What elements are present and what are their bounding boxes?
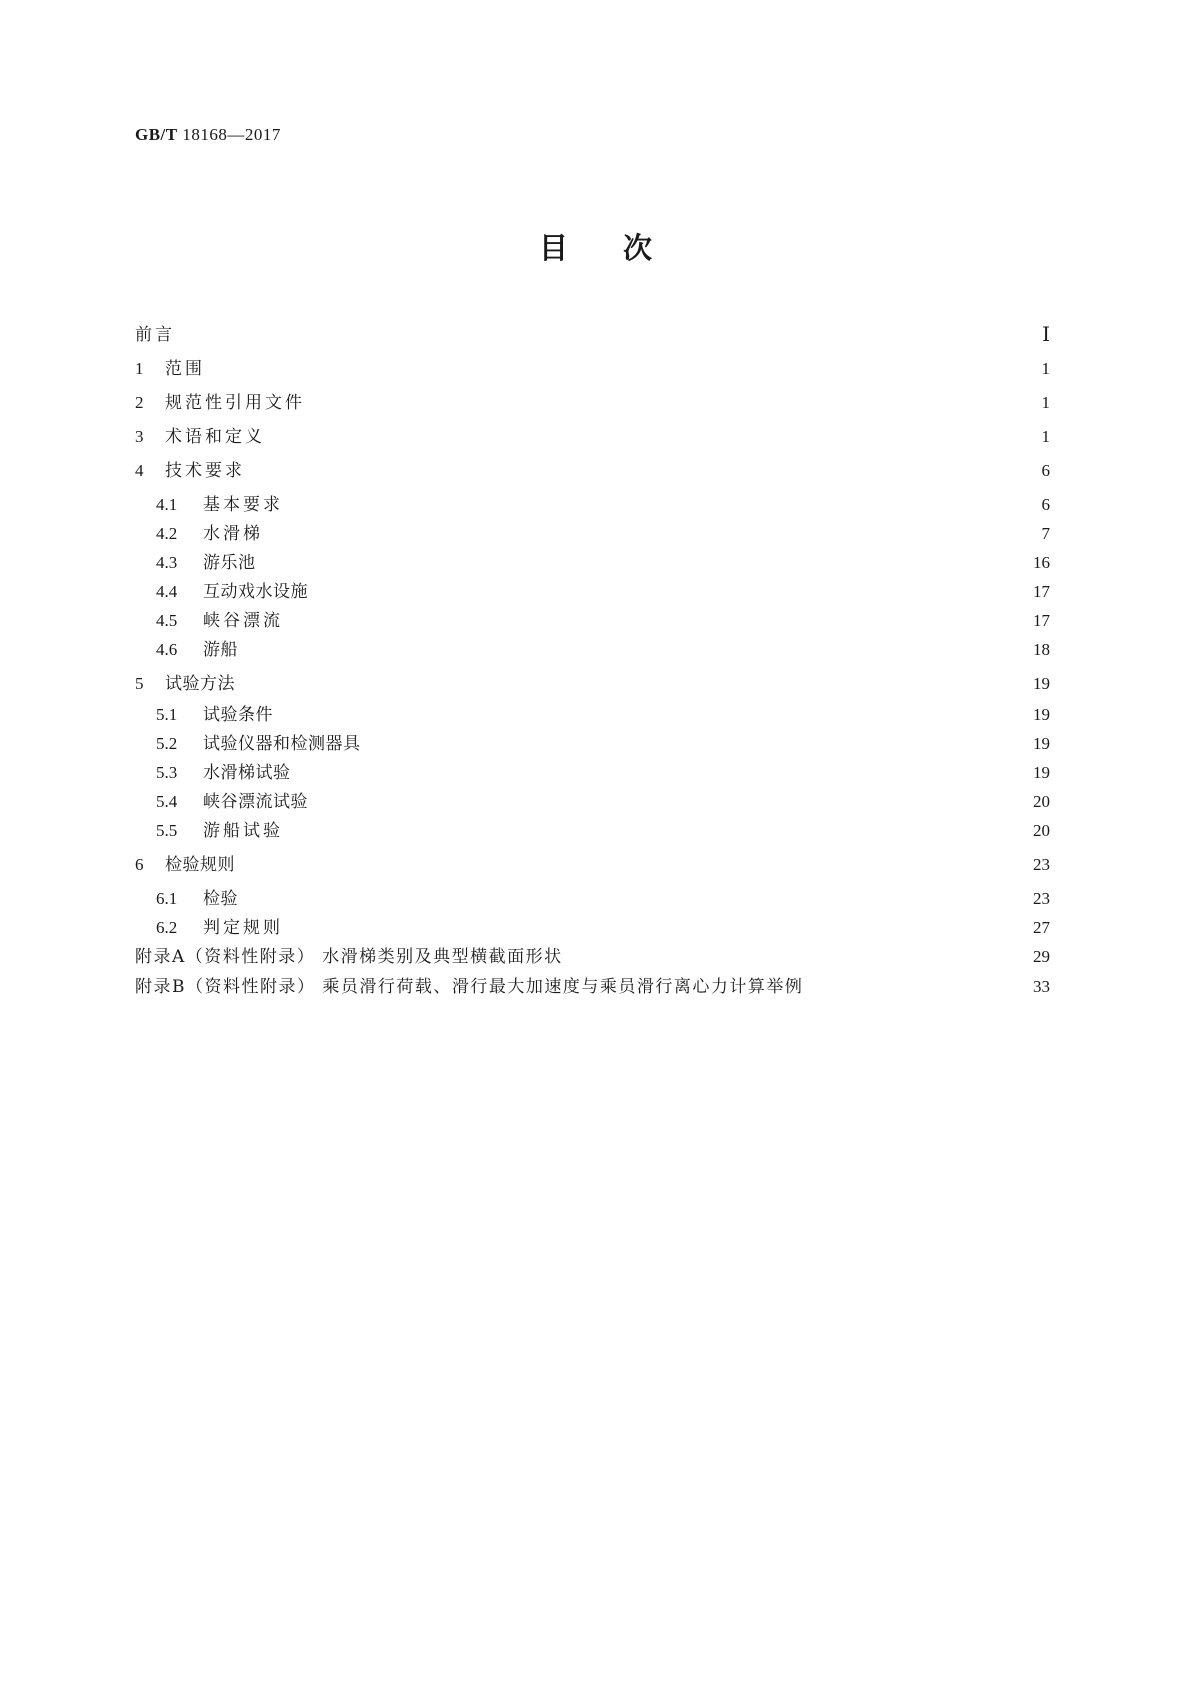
toc-entry-label: 检验 xyxy=(203,889,238,909)
toc-leader-dots xyxy=(312,789,1026,815)
toc-entry-page: 1 xyxy=(1041,359,1050,378)
toc-leader-dots xyxy=(179,322,1026,348)
toc-entry-page: 27 xyxy=(1033,918,1050,937)
toc-entry-page: 19 xyxy=(1033,705,1050,724)
toc-entry-3[interactable] xyxy=(135,424,1050,450)
toc-leader-dots xyxy=(269,424,1026,450)
toc-leader-dots xyxy=(239,671,1026,697)
toc-entry-label: 前言 xyxy=(135,325,175,345)
toc-entry-label: 判定规则 xyxy=(203,918,283,938)
toc-entry-number: 4 xyxy=(135,461,144,480)
toc-entry-label: 峡谷漂流试验 xyxy=(203,792,308,812)
toc-entry-label: 试验仪器和检测器具 xyxy=(203,734,361,754)
toc-entry-page: 16 xyxy=(1033,553,1050,572)
toc-entry-label: 水滑梯 xyxy=(203,524,263,544)
toc-entry-4-2[interactable] xyxy=(156,521,1050,547)
toc-leader-dots xyxy=(209,356,1026,382)
toc-leader-dots xyxy=(567,944,1026,970)
toc-entry-5-1[interactable] xyxy=(156,702,1050,728)
toc-entry-number: 4.5 xyxy=(156,611,178,630)
toc-entry-page: 7 xyxy=(1041,524,1050,543)
toc-leader-dots xyxy=(365,731,1027,757)
toc-entry-4[interactable] xyxy=(135,458,1050,484)
toc-leader-dots xyxy=(287,492,1026,518)
toc-leader-dots xyxy=(821,974,1026,1000)
toc-entry-page: 23 xyxy=(1033,855,1050,874)
toc-entry-label: 基本要求 xyxy=(203,495,283,515)
toc-entry-label: 游船 xyxy=(203,640,238,660)
toc-entry-number: 5 xyxy=(135,674,144,693)
toc-entry-page: 20 xyxy=(1033,792,1050,811)
toc-entry-page: 33 xyxy=(1033,977,1050,996)
toc-leader-dots xyxy=(287,818,1026,844)
toc-entry-page: 17 xyxy=(1033,611,1050,630)
toc-entry-5[interactable] xyxy=(135,671,1050,697)
toc-entry-number: 5.1 xyxy=(156,705,178,724)
toc-entry-label: 技术要求 xyxy=(165,461,245,481)
toc-entry-label: 水滑梯试验 xyxy=(203,763,291,783)
toc-entry-number: 4.2 xyxy=(156,524,178,543)
document-code-number: 18168—2017 xyxy=(182,125,281,144)
toc-entry-label: 试验方法 xyxy=(165,674,235,694)
toc-entry-page: 29 xyxy=(1033,947,1050,966)
toc-entry-2[interactable] xyxy=(135,390,1050,416)
toc-entry-page: Ⅰ xyxy=(1042,324,1050,346)
toc-leader-dots xyxy=(249,458,1026,484)
toc-entry-page: 6 xyxy=(1041,461,1050,480)
toc-entry-label: 检验规则 xyxy=(165,855,235,875)
toc-entry-appendix-b[interactable] xyxy=(135,974,1050,1000)
toc-entry-number: 4.1 xyxy=(156,495,178,514)
toc-leader-dots xyxy=(287,608,1026,634)
toc-entry-page: 20 xyxy=(1033,821,1050,840)
toc-entry-number: 6.2 xyxy=(156,918,178,937)
toc-entry-page: 19 xyxy=(1033,763,1050,782)
page-title: 目次 xyxy=(538,231,707,265)
toc-entry-4-4[interactable] xyxy=(156,579,1050,605)
toc-entry-label: 术语和定义 xyxy=(165,427,265,447)
toc-entry-page: 1 xyxy=(1041,427,1050,446)
toc-entry-number: 1 xyxy=(135,359,144,378)
toc-leader-dots xyxy=(242,637,1026,663)
toc-leader-dots xyxy=(309,390,1026,416)
toc-entry-6[interactable] xyxy=(135,852,1050,878)
toc-entry-5-5[interactable] xyxy=(156,818,1050,844)
toc-leader-dots xyxy=(295,760,1027,786)
toc-leader-dots xyxy=(267,521,1026,547)
toc-entry-number: 6 xyxy=(135,855,144,874)
toc-entry-foreword[interactable] xyxy=(135,322,1050,348)
toc-entry-label: 峡谷漂流 xyxy=(203,611,283,631)
toc-entry-5-2[interactable] xyxy=(156,731,1050,757)
toc-leader-dots xyxy=(239,852,1026,878)
toc-entry-page: 6 xyxy=(1041,495,1050,514)
toc-entry-label: 游船试验 xyxy=(203,821,283,841)
toc-entry-number: 5.5 xyxy=(156,821,178,840)
toc-entry-page: 18 xyxy=(1033,640,1050,659)
toc-entry-label: 附录A（资料性附录） 水滑梯类别及典型横截面形状 xyxy=(135,947,563,967)
toc-entry-number: 3 xyxy=(135,427,144,446)
toc-entry-5-3[interactable] xyxy=(156,760,1050,786)
toc-entry-1[interactable] xyxy=(135,356,1050,382)
toc-entry-label: 试验条件 xyxy=(203,705,273,725)
toc-entry-4-6[interactable] xyxy=(156,637,1050,663)
document-code xyxy=(135,125,281,145)
toc-entry-number: 4.4 xyxy=(156,582,178,601)
toc-leader-dots xyxy=(260,550,1027,576)
toc-entry-number: 5.4 xyxy=(156,792,178,811)
toc-entry-number: 5.3 xyxy=(156,763,178,782)
toc-entry-page: 19 xyxy=(1033,674,1050,693)
toc-entry-page: 23 xyxy=(1033,889,1050,908)
toc-entry-5-4[interactable] xyxy=(156,789,1050,815)
toc-entry-4-5[interactable] xyxy=(156,608,1050,634)
toc-leader-dots xyxy=(312,579,1026,605)
toc-entry-6-2[interactable] xyxy=(156,915,1050,941)
toc-entry-label: 游乐池 xyxy=(203,553,256,573)
toc-entry-number: 2 xyxy=(135,393,144,412)
toc-entry-label: 规范性引用文件 xyxy=(165,393,305,413)
toc-entry-number: 4.3 xyxy=(156,553,178,572)
toc-entry-label: 互动戏水设施 xyxy=(203,582,308,602)
toc-leader-dots xyxy=(277,702,1026,728)
toc-entry-label: 范围 xyxy=(165,359,205,379)
toc-entry-page: 17 xyxy=(1033,582,1050,601)
toc-entry-page: 1 xyxy=(1041,393,1050,412)
toc-entry-number: 4.6 xyxy=(156,640,178,659)
toc-entry-label: 附录B（资料性附录） 乘员滑行荷载、滑行最大加速度与乘员滑行离心力计算举例 xyxy=(135,977,804,997)
toc-leader-dots xyxy=(242,886,1026,912)
toc-entry-6-1[interactable] xyxy=(156,886,1050,912)
document-code-prefix: GB/T xyxy=(135,125,178,144)
toc-entry-appendix-a[interactable] xyxy=(135,944,1050,970)
toc-entry-4-3[interactable] xyxy=(156,550,1050,576)
toc-entry-number: 5.2 xyxy=(156,734,178,753)
toc-leader-dots xyxy=(287,915,1026,941)
toc-entry-number: 6.1 xyxy=(156,889,178,908)
toc-entry-page: 19 xyxy=(1033,734,1050,753)
toc-entry-4-1[interactable] xyxy=(156,492,1050,518)
